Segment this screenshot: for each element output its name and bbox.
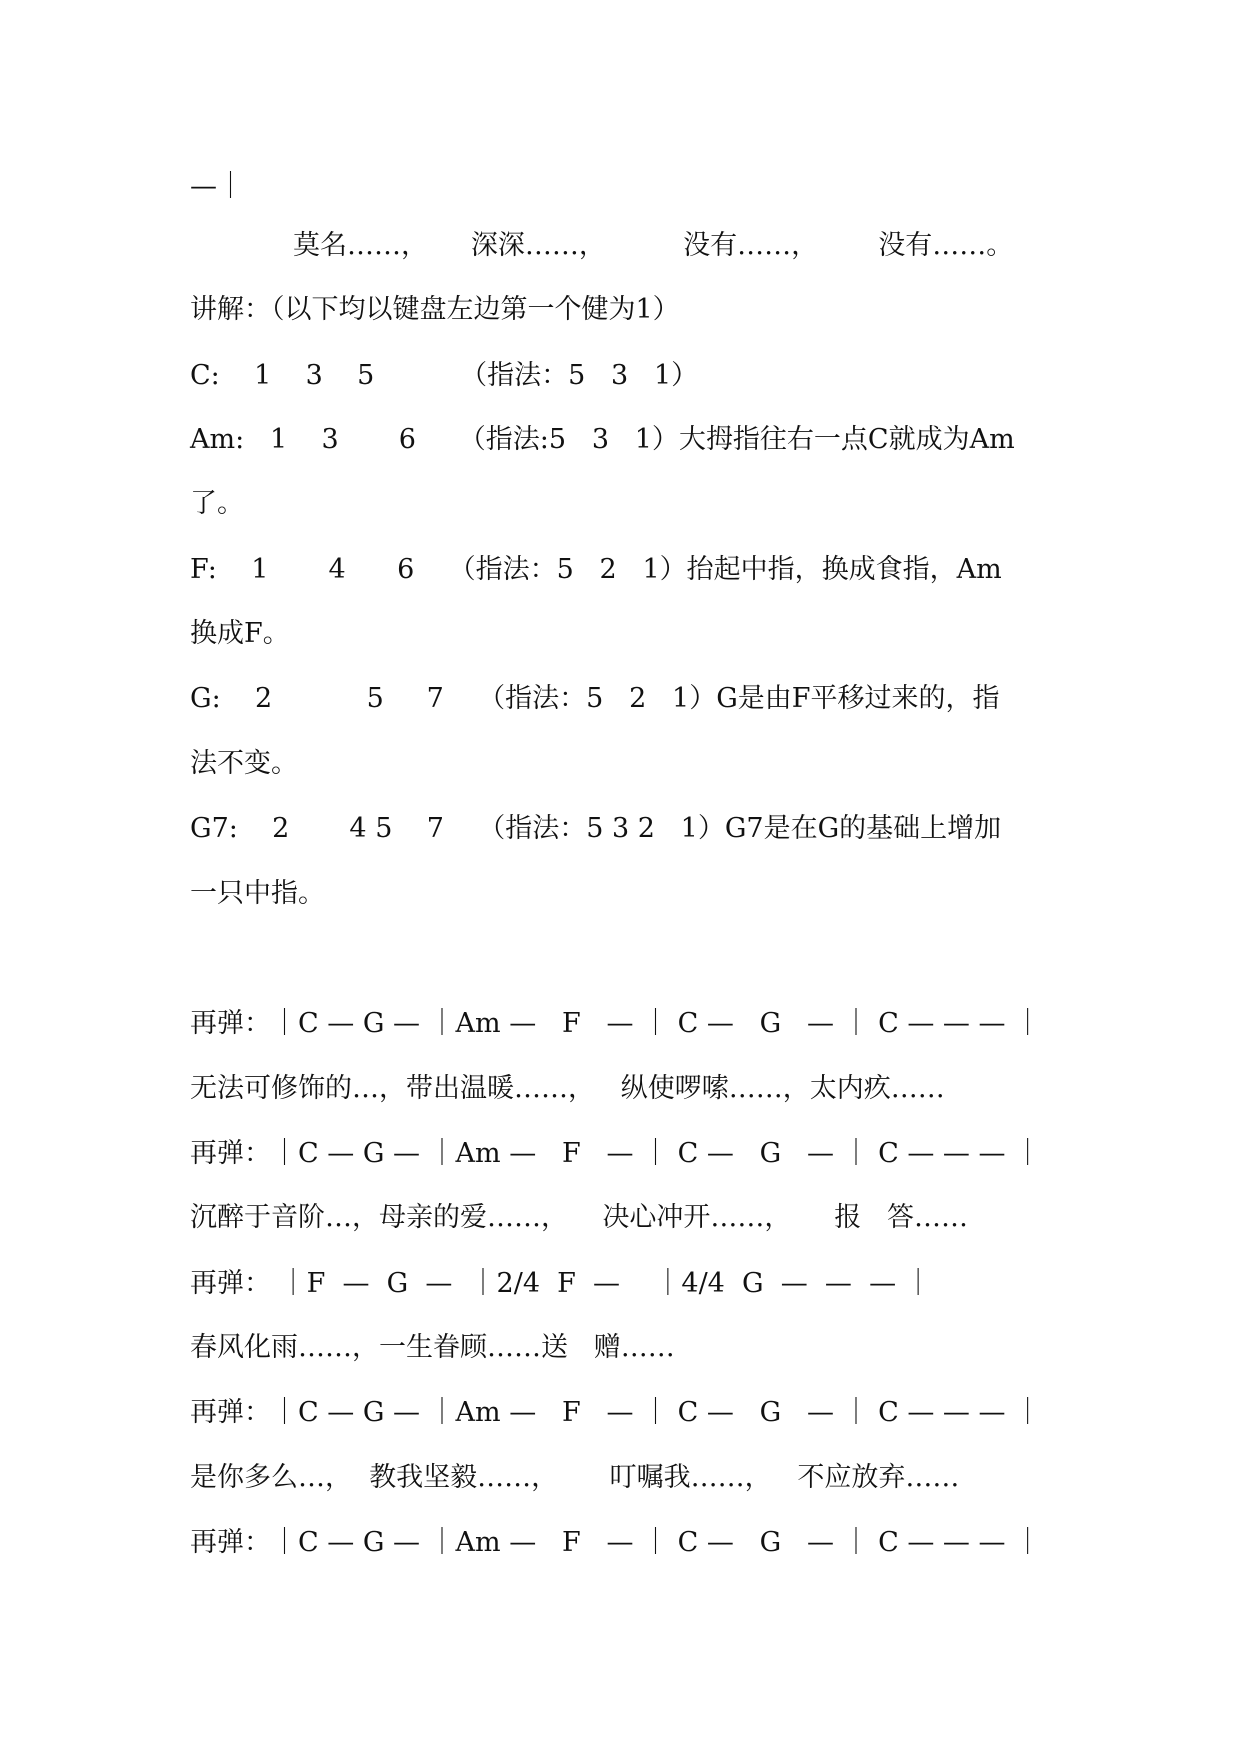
text-line: —｜ [190, 171, 244, 202]
text-line: Am: 1 3 6 （指法:5 3 1）大拇指往右一点C就成为Am [190, 424, 1015, 455]
text-line: 一只中指。 [190, 878, 325, 909]
text-line: 莫名……， 深深……， 没有……， 没有……。 [190, 230, 1014, 261]
text-line: 讲解：（以下均以键盘左边第一个健为1） [190, 294, 680, 325]
text-line: 是你多么…， 教我坚毅……， 叮嘱我……， 不应放弃…… [190, 1462, 960, 1493]
text-line: 法不变。 [190, 748, 298, 779]
text-line: 再弹： ｜F — G — ｜2/4 F — ｜4/4 G — — — ｜ [190, 1268, 932, 1299]
text-line: G7: 2 4 5 7 （指法：5 3 2 1）G7是在G的基础上增加 [190, 813, 1002, 844]
text-line: 再弹：｜C — G — ｜Am — F — ｜ C — G — ｜ C — — — ｜ [190, 1138, 1042, 1169]
text-line: 了。 [190, 488, 244, 519]
text-line: 换成F。 [190, 618, 290, 649]
text-line: 沉醉于音阶…，母亲的爱……， 决心冲开……， 报 答…… [190, 1202, 968, 1233]
text-line: 春风化雨……，一生眷顾……送 赠…… [190, 1332, 675, 1363]
text-line: F: 1 4 6 （指法：5 2 1）抬起中指，换成食指，Am [190, 554, 1002, 585]
text-line: 再弹：｜C — G — ｜Am — F — ｜ C — G — ｜ C — — — ｜ [190, 1008, 1042, 1039]
text-line: 再弹：｜C — G — ｜Am — F — ｜ C — G — ｜ C — — — ｜ [190, 1397, 1042, 1428]
text-line: C: 1 3 5 （指法：5 3 1） [190, 360, 699, 391]
text-line: 无法可修饰的…，带出温暖……， 纵使啰嗦……，太内疚…… [190, 1073, 945, 1104]
text-line: 再弹：｜C — G — ｜Am — F — ｜ C — G — ｜ C — — — ｜ [190, 1527, 1042, 1558]
text-line: G: 2 5 7 （指法：5 2 1）G是由F平移过来的，指 [190, 683, 1000, 714]
